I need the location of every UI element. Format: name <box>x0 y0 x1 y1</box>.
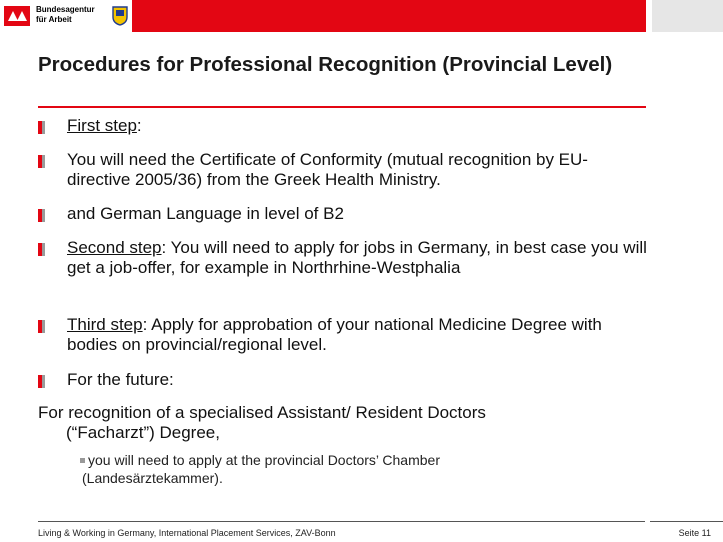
bullet-emphasis: Second step <box>67 238 162 257</box>
agency-logo-icon <box>4 6 30 26</box>
bullet-text: : Apply for approbation of your national Medicine Degree with bodies on provincial/regional level. <box>67 315 602 354</box>
recognition-paragraph <box>38 403 658 443</box>
bullet-item <box>38 150 648 190</box>
bullet-marker-icon <box>38 243 45 256</box>
agency-logo <box>0 0 130 32</box>
shield-icon <box>112 6 128 26</box>
bullet-marker-icon <box>38 320 45 333</box>
footer-divider <box>650 521 723 522</box>
bullet-item <box>38 116 648 136</box>
sub-bullet <box>80 451 640 487</box>
sub-bullet-line: you will need to apply at the provincial Doctors’ Chamber <box>88 452 440 468</box>
bullet-item <box>38 204 648 224</box>
bullet-item <box>38 238 648 278</box>
paragraph-line: (“Facharzt”) Degree, <box>66 423 220 442</box>
bullet-item <box>38 370 648 390</box>
bullet-marker-icon <box>38 155 45 168</box>
header-gray-box <box>652 0 723 32</box>
slide-title: Procedures for Professional Recognition (Provincial Level) <box>38 53 613 76</box>
bullet-text: : <box>136 116 142 135</box>
bullet-marker-icon <box>38 375 45 388</box>
bullet-emphasis: First step <box>67 116 137 135</box>
footer-divider <box>38 521 645 522</box>
paragraph-line: For recognition of a specialised Assistant/ Resident Doctors <box>38 403 486 422</box>
logo-line-1: Bundesagentur <box>36 5 95 14</box>
square-bullet-icon <box>80 458 85 463</box>
bullet-text: For the future: <box>67 370 174 389</box>
bullet-text: and German Language in level of B2 <box>67 204 344 223</box>
bullet-marker-icon <box>38 121 45 134</box>
sub-bullet-line: (Landesärztekammer). <box>82 470 223 486</box>
bullet-marker-icon <box>38 209 45 222</box>
bullet-item <box>38 315 648 355</box>
header-red-bar <box>132 0 646 32</box>
footer-text: Living & Working in Germany, International Placement Services, ZAV-Bonn <box>38 528 336 538</box>
page-number: Seite 11 <box>678 528 711 538</box>
bullet-emphasis: Third step <box>67 315 143 334</box>
bullet-text: You will need the Certificate of Conformity (mutual recognition by EU-directive 2005/36) from the Greek Health Ministry. <box>67 150 588 189</box>
logo-line-2: für Arbeit <box>36 15 72 24</box>
logo-wordmark <box>36 5 95 25</box>
bullet-text: : You will need to apply for jobs in Germany, in best case you will get a job-offer, for example in Northrhine-Westphalia <box>67 238 647 277</box>
title-divider <box>38 106 646 108</box>
